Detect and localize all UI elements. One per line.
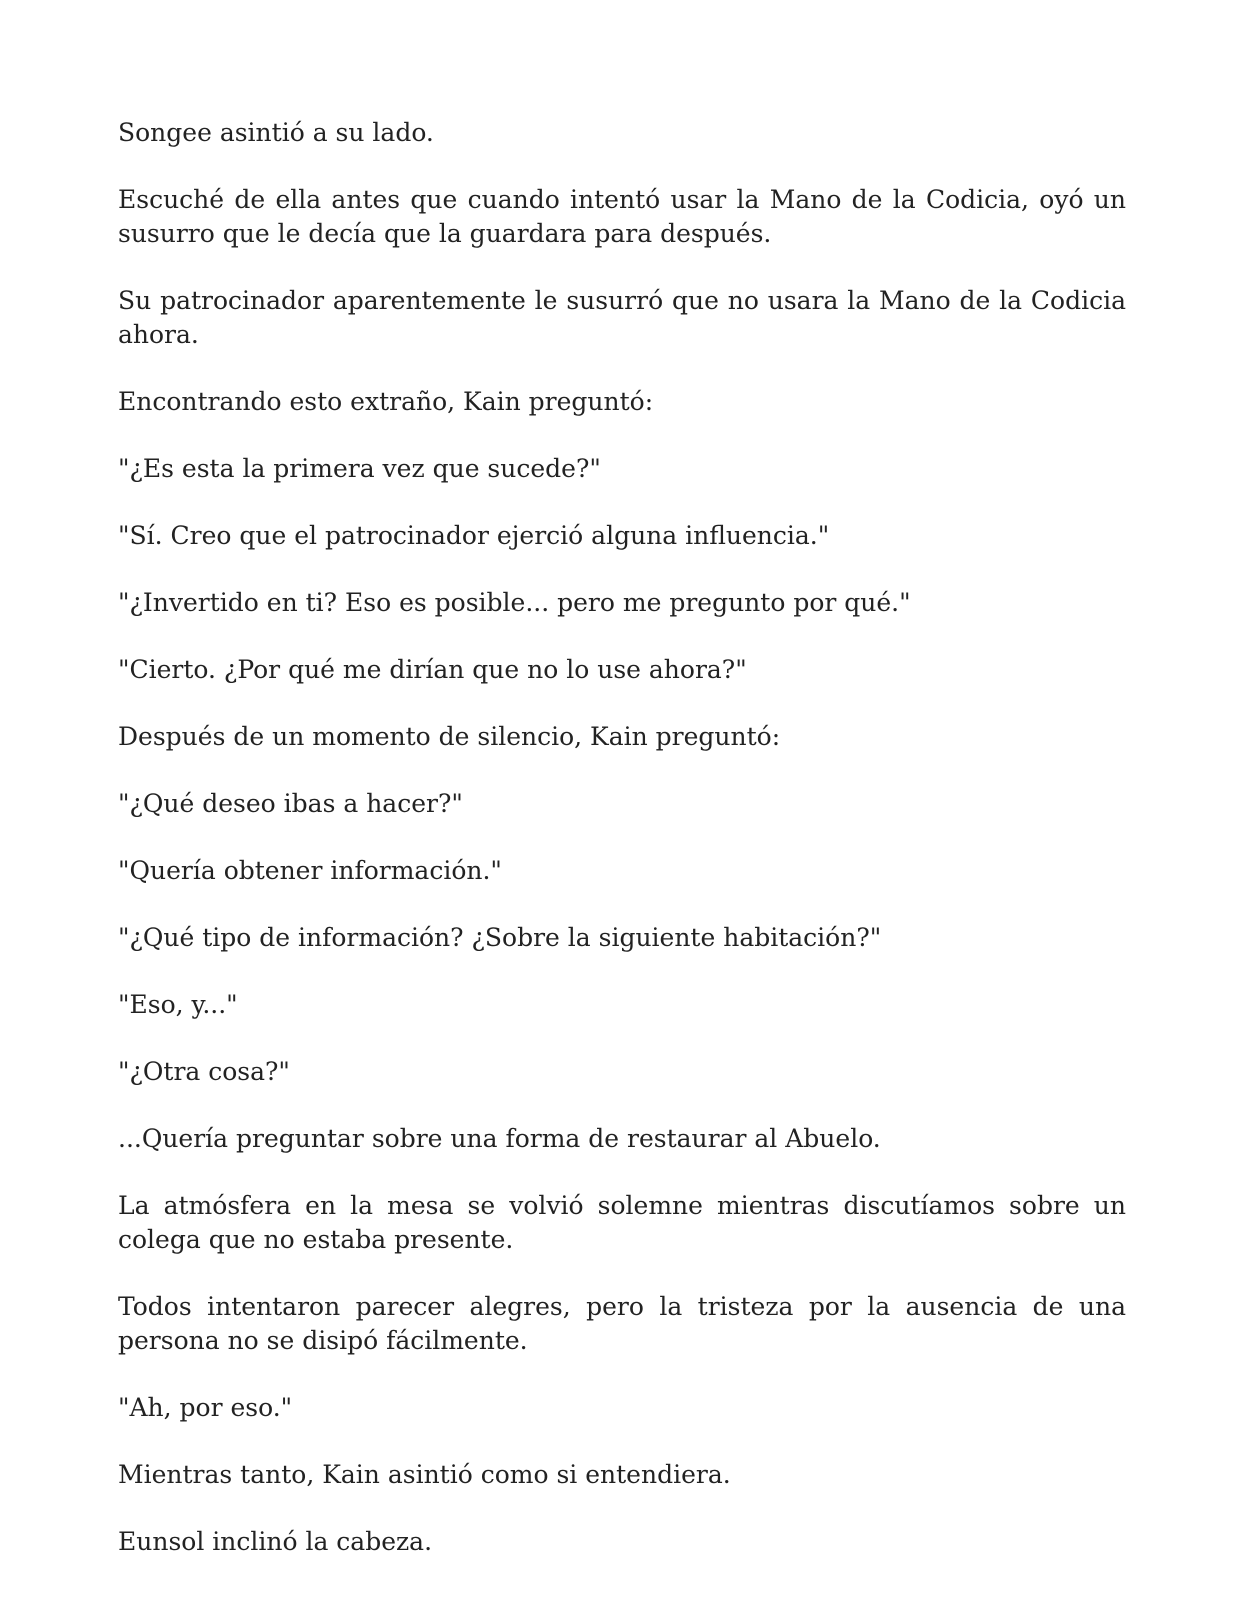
paragraph: "¿Otra cosa?" [118, 1057, 290, 1086]
paragraph: "Sí. Creo que el patrocinador ejerció alguna influencia." [118, 521, 830, 550]
paragraph: "Cierto. ¿Por qué me dirían que no lo use ahora?" [118, 655, 747, 684]
paragraph: La atmósfera en la mesa se volvió solemne mientras discutíamos sobre un colega que no estaba presente. [118, 1191, 1126, 1254]
paragraph: Encontrando esto extraño, Kain preguntó: [118, 387, 654, 416]
paragraph: "¿Qué tipo de información? ¿Sobre la siguiente habitación?" [118, 923, 882, 952]
paragraph: Escuché de ella antes que cuando intentó usar la Mano de la Codicia, oyó un susurro que le decía que la guardara para después. [118, 185, 1126, 248]
paragraph: "¿Invertido en ti? Eso es posible... pero me pregunto por qué." [118, 588, 911, 617]
text-body [118, 116, 1126, 1592]
paragraph: Después de un momento de silencio, Kain preguntó: [118, 722, 781, 751]
paragraph: Songee asintió a su lado. [118, 118, 434, 147]
paragraph: Eunsol inclinó la cabeza. [118, 1527, 433, 1556]
paragraph: "¿Es esta la primera vez que sucede?" [118, 454, 601, 483]
paragraph: Su patrocinador aparentemente le susurró que no usara la Mano de la Codicia ahora. [118, 286, 1126, 349]
paragraph: Mientras tanto, Kain asintió como si entendiera. [118, 1460, 731, 1489]
paragraph: Todos intentaron parecer alegres, pero la tristeza por la ausencia de una persona no se disipó fácilmente. [118, 1292, 1126, 1355]
paragraph: "¿Qué deseo ibas a hacer?" [118, 789, 463, 818]
paragraph: "Quería obtener información." [118, 856, 502, 885]
paragraph: "Eso, y..." [118, 990, 238, 1019]
paragraph: "Ah, por eso." [118, 1393, 293, 1422]
paragraph: ...Quería preguntar sobre una forma de restaurar al Abuelo. [118, 1124, 881, 1153]
